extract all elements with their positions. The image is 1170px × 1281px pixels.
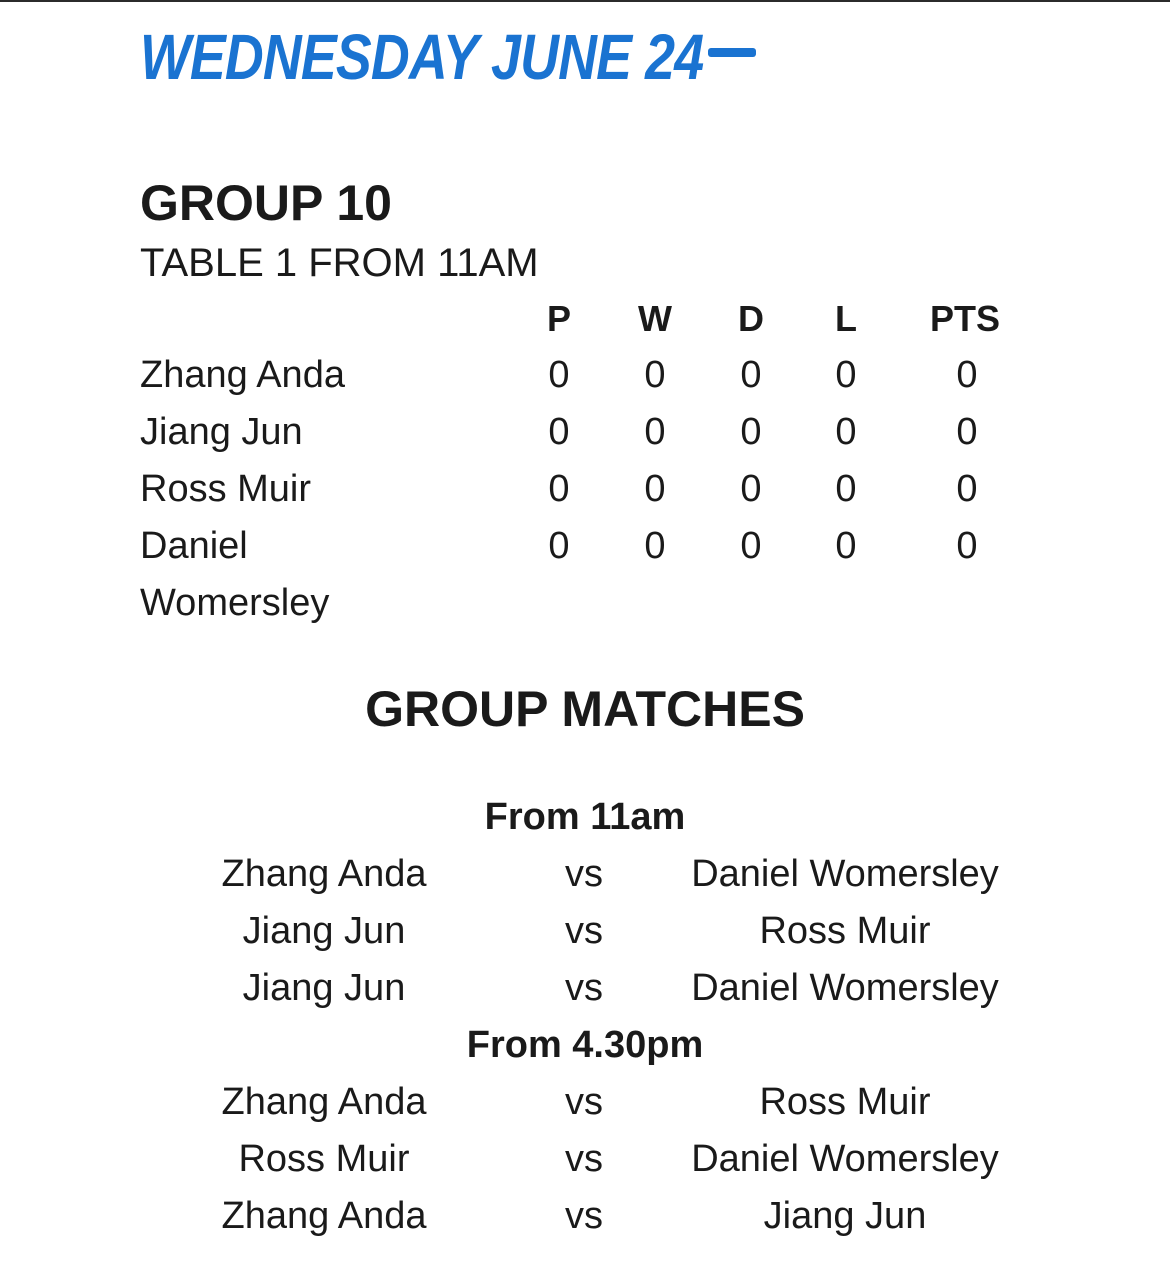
won-value: 0 [644, 411, 666, 453]
away-player: Ross Muir [759, 910, 931, 952]
collapse-toggle-button[interactable] [708, 48, 756, 58]
time-slot-label: From 11am [484, 796, 686, 838]
top-divider [0, 0, 1170, 2]
points-value: 0 [956, 411, 978, 453]
vs-label: vs [565, 1195, 603, 1237]
lost-value: 0 [835, 468, 857, 510]
match-row [0, 846, 1170, 903]
played-value: 0 [548, 411, 570, 453]
home-player: Jiang Jun [242, 910, 406, 952]
minus-icon [708, 48, 756, 57]
standings-row [140, 347, 1040, 404]
played-value: 0 [548, 354, 570, 396]
drawn-value: 0 [740, 411, 762, 453]
header-played: P [546, 298, 571, 339]
match-row [0, 1074, 1170, 1131]
group-subtitle: TABLE 1 FROM 11AM [140, 241, 539, 285]
played-value: 0 [548, 468, 570, 510]
home-player: Zhang Anda [221, 853, 427, 895]
group-matches-title: GROUP MATCHES [365, 681, 805, 737]
points-value: 0 [956, 525, 978, 567]
home-player: Zhang Anda [221, 1081, 427, 1123]
away-player: Daniel Womersley [691, 967, 999, 1009]
points-value: 0 [956, 468, 978, 510]
drawn-value: 0 [740, 354, 762, 396]
won-value: 0 [644, 468, 666, 510]
won-value: 0 [644, 525, 666, 567]
header-drawn: D [738, 298, 764, 339]
vs-label: vs [565, 910, 603, 952]
time-slot-label: From 4.30pm [466, 1024, 704, 1066]
header-won: W [638, 298, 672, 339]
lost-value: 0 [835, 525, 857, 567]
away-player: Daniel Womersley [691, 853, 999, 895]
player-name: Zhang Anda [140, 354, 345, 396]
header-lost: L [835, 298, 857, 339]
standings-row [140, 518, 1040, 632]
standings-table [140, 290, 1040, 632]
lost-value: 0 [835, 411, 857, 453]
vs-label: vs [565, 1081, 603, 1123]
standings-row [140, 461, 1040, 518]
match-row [0, 960, 1170, 1017]
points-value: 0 [956, 354, 978, 396]
home-player: Jiang Jun [242, 967, 406, 1009]
day-title[interactable]: WEDNESDAY JUNE 24 [140, 21, 704, 93]
standings-row [140, 404, 1040, 461]
drawn-value: 0 [740, 525, 762, 567]
vs-label: vs [565, 853, 603, 895]
won-value: 0 [644, 354, 666, 396]
match-row [0, 903, 1170, 960]
home-player: Zhang Anda [221, 1195, 427, 1237]
vs-label: vs [565, 967, 603, 1009]
home-player: Ross Muir [238, 1138, 410, 1180]
played-value: 0 [548, 525, 570, 567]
player-name: Ross Muir [140, 468, 312, 510]
match-row [0, 1131, 1170, 1188]
player-name: Jiang Jun [140, 411, 303, 453]
vs-label: vs [565, 1138, 603, 1180]
header-points: PTS [929, 298, 1000, 339]
match-row [0, 1188, 1170, 1245]
player-name: Daniel Womersley [140, 525, 330, 624]
away-player: Jiang Jun [763, 1195, 927, 1237]
group-title: GROUP 10 [140, 175, 392, 231]
away-player: Daniel Womersley [691, 1138, 999, 1180]
away-player: Ross Muir [759, 1081, 931, 1123]
lost-value: 0 [835, 354, 857, 396]
standings-header-row [140, 290, 1040, 347]
drawn-value: 0 [740, 468, 762, 510]
